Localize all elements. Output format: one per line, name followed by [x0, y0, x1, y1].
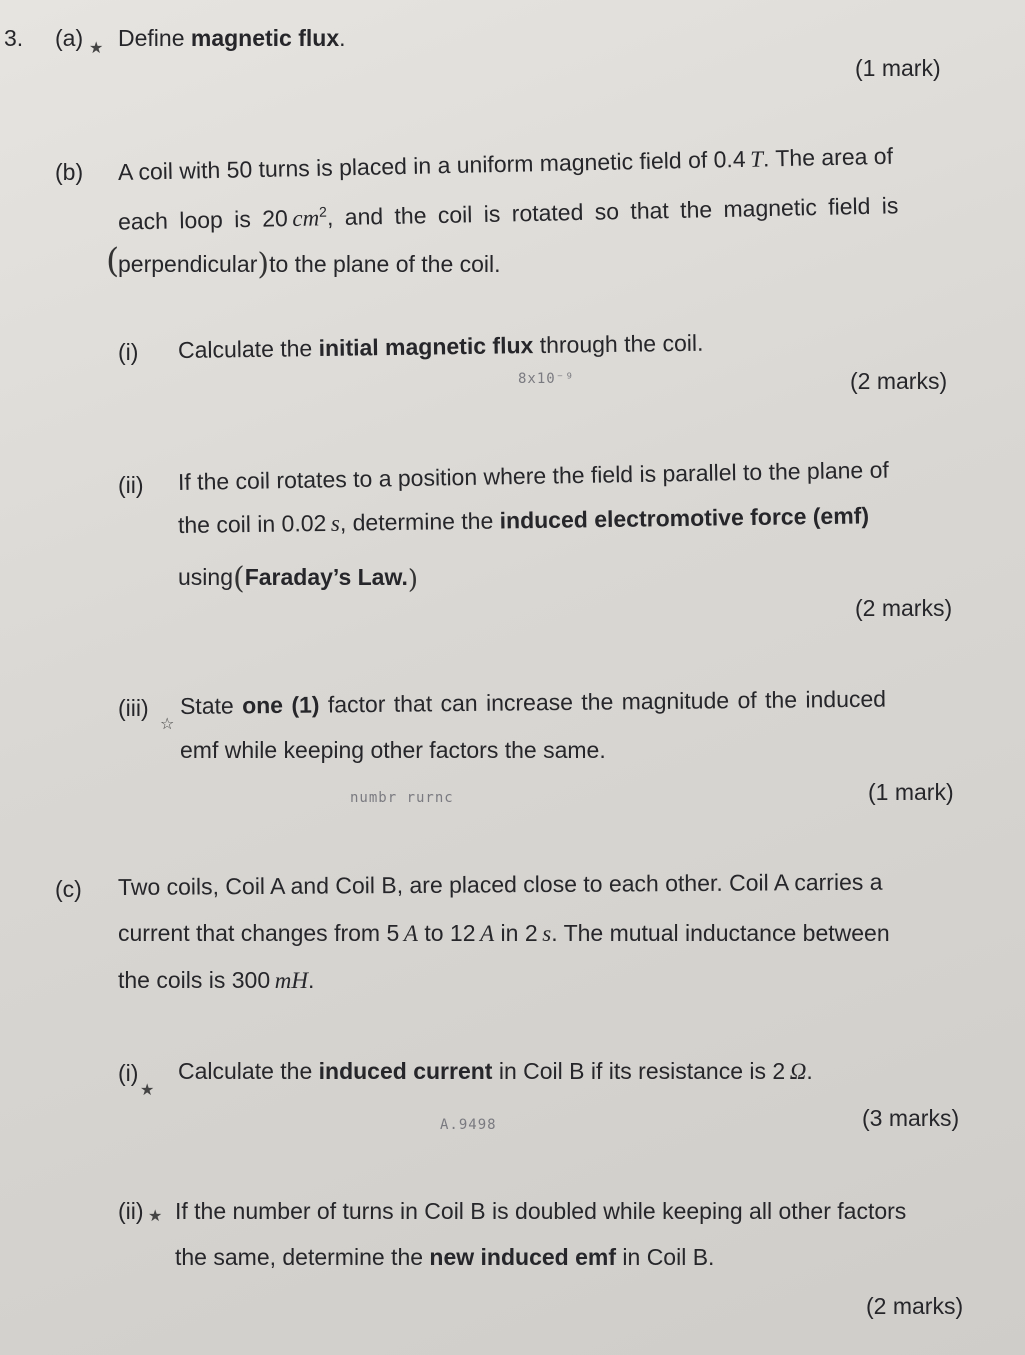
part-c-line-3: the coils is 300 mH. [118, 967, 315, 993]
part-c-ii-line-1: If the number of turns in Coil B is doubled while keeping all other factors [175, 1198, 907, 1224]
handwritten-paren-open: ( [106, 241, 120, 281]
part-b-ii-line-1: If the coil rotates to a position where the field is parallel to the plane of [177, 456, 889, 495]
part-b-line-3: perpendicular)to the plane of the coil. [118, 247, 501, 282]
part-b-line-1: A coil with 50 turns is placed in a uniform magnetic field of 0.4 T. The area of [117, 142, 894, 185]
part-b-ii-label: (ii) [118, 472, 144, 498]
part-b-i-question: Calculate the initial magnetic flux through the coil. [177, 329, 704, 363]
part-c-ii-line-2: the same, determine the new induced emf in Coil B. [175, 1244, 715, 1270]
part-c-ii-marks: (2 marks) [866, 1293, 964, 1319]
star-mark-icon: ★ [148, 1208, 163, 1225]
star-mark-icon: ★ [140, 1082, 155, 1099]
part-b-iii-line-2: emf while keeping other factors the same. [180, 737, 606, 763]
part-b-iii-label: (iii) [118, 695, 149, 721]
part-b-i-marks: (2 marks) [850, 368, 948, 394]
part-b-iii-marks: (1 mark) [868, 779, 954, 805]
star-mark-icon: ☆ [160, 716, 175, 733]
part-b-ii-marks: (2 marks) [855, 595, 953, 621]
part-c-i-label: (i) [118, 1060, 139, 1086]
part-a-marks: (1 mark) [855, 55, 941, 81]
part-a-label: (a) [55, 25, 84, 51]
handwritten-answer-b-i: 8x10⁻⁹ [518, 371, 575, 387]
star-mark-icon: ★ [89, 40, 104, 57]
part-b-label: (b) [55, 159, 84, 185]
part-c-line-2: current that changes from 5 A to 12 A in 2 s. The mutual inductance between [118, 920, 890, 946]
part-c-ii-label: (ii) [118, 1198, 144, 1224]
part-c-label: (c) [55, 876, 82, 902]
part-c-i-marks: (3 marks) [862, 1105, 960, 1131]
part-b-i-label: (i) [118, 339, 139, 365]
question-number: 3. [4, 25, 24, 51]
part-a-question: Define magnetic flux. [118, 25, 346, 51]
part-b-iii-line-1: State one (1) factor that can increase the magnitude of the induced [179, 685, 887, 719]
handwritten-answer-b-iii: numbr rurnc [350, 790, 454, 806]
part-b-line-2: each loop is 20 $cm^2$, and the coil is rotated so that the magnetic field is [117, 192, 899, 235]
part-b-ii-line-2: the coil in 0.02 s, determine the induced electromotive force (emf) [177, 502, 870, 538]
part-c-line-1: Two coils, Coil A and Coil B, are placed close to each other. Coil A carries a [117, 868, 883, 900]
part-c-i-question: Calculate the induced current in Coil B if its resistance is 2 Ω. [178, 1058, 813, 1084]
part-b-ii-line-3: using(Faraday’s Law.) [178, 561, 419, 596]
handwritten-answer-c-i: A.9498 [440, 1117, 497, 1133]
